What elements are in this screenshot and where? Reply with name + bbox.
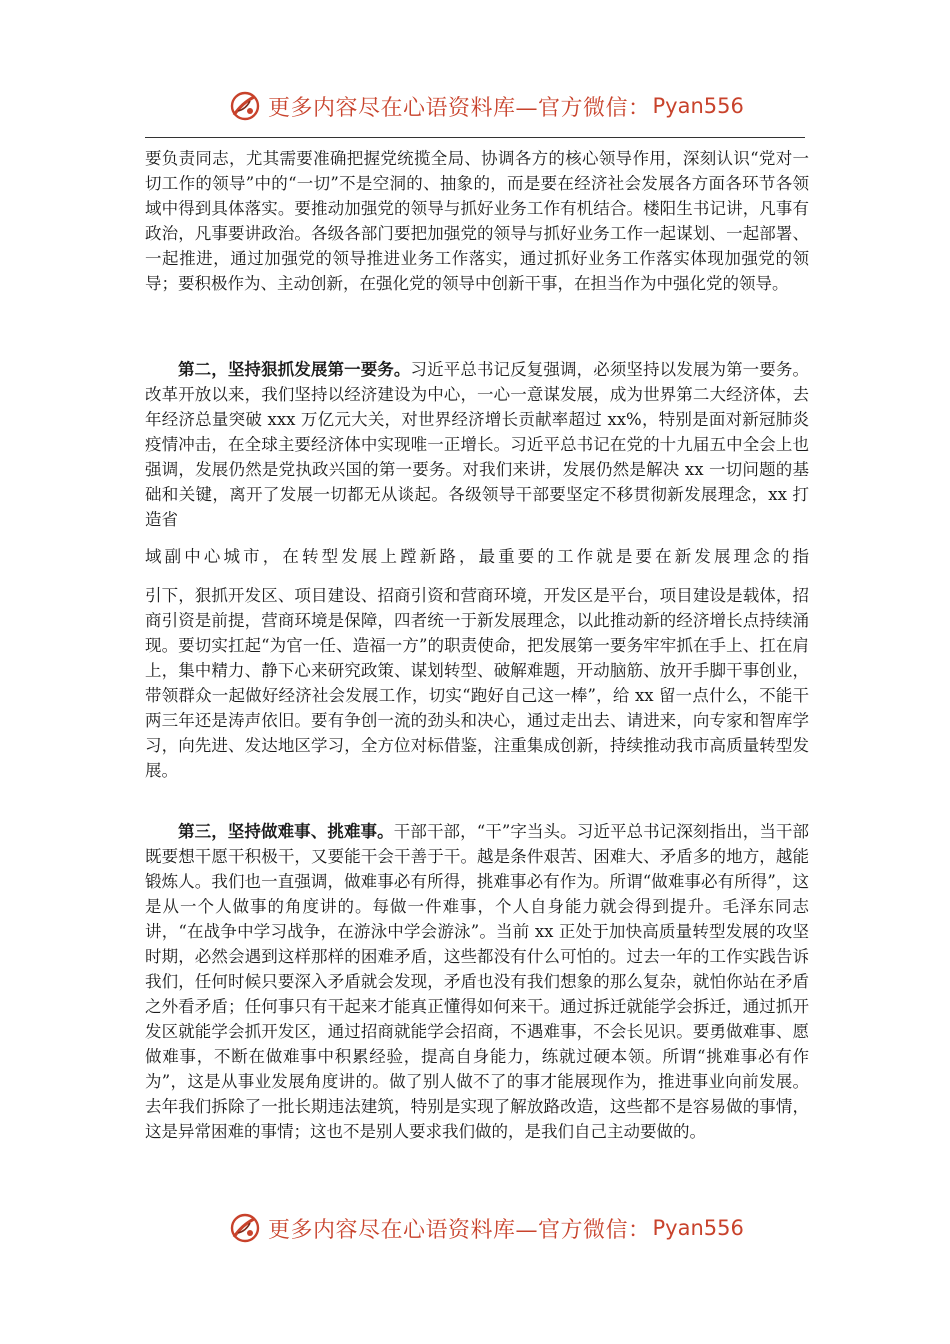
- paragraph-2-line: 域副中心城市，在转型发展上蹚新路，最重要的工作就是要在新发展理念的指: [145, 547, 809, 566]
- footer-banner-text: 更多内容尽在心语资料库—官方微信：: [268, 1217, 651, 1243]
- paragraph-3: [145, 819, 809, 1144]
- header-wechat-handle: Pyan556: [652, 94, 744, 118]
- paragraph-2-text: 习近平总书记反复强调，必须坚持以发展为第一要务。改革开放以来，我们坚持以经济建设为中心，一心一意谋发展，成为世界第二大经济体，去年经济总量突破 xxx 万亿元大关，对世界经济增长贡献率超过 xx%，特别是面对新冠肺炎疫情冲击，在全球主要经济体中实现唯一正增长。习近平总书记在党的十九届五中全会上也强调，发展仍然是党执政兴国的第一要务。对我们来讲，发展仍然是解决 xx 一切问题的基础和关键，离开了发展一切都无从谈起。各级领导干部要坚定不移贯彻新发展理念，xx 打造省: [145, 360, 810, 529]
- paragraph-1: 要负责同志，尤其需要准确把握党统揽全局、协调各方的核心领导作用，深刻认识“党对一切工作的领导”中的“一切”不是空洞的、抽象的，而是要在经济社会发展各方面各环节各领域中得到具体落实。要推动加强党的领导与抓好业务工作有机结合。楼阳生书记讲，凡事有政治，凡事要讲政治。各级各部门要把加强党的领导与抓好业务工作一起谋划、一起部署、一起推进，通过加强党的领导推进业务工作落实，通过抓好业务工作落实体现加强党的领导；要积极作为、主动创新，在强化党的领导中创新干事，在担当作为中强化党的领导。: [145, 149, 809, 293]
- header-banner-text: 更多内容尽在心语资料库—官方微信：: [268, 95, 651, 121]
- footer-banner: [0, 1208, 950, 1248]
- paragraph-3-heading: 第三，坚持做难事、挑难事。: [178, 822, 394, 841]
- brand-logo-icon: [228, 1211, 262, 1245]
- paragraph-2: [145, 357, 809, 532]
- header-banner: [0, 86, 950, 126]
- brand-logo-icon: [228, 89, 262, 123]
- header-divider: [145, 137, 805, 138]
- paragraph-2-heading: 第二，坚持狠抓发展第一要务。: [178, 360, 411, 379]
- paragraph-3-text: 干部干部，“干”字当头。习近平总书记深刻指出，当干部既要想干愿干积极干，又要能干会干善于干。越是条件艰苦、困难大、矛盾多的地方，越能锻炼人。我们也一直强调，做难事必有所得，挑难事必有作为。所谓“做难事必有所得”，这是从一个人做事的角度讲的。每做一件难事，个人自身能力就会得到提升。毛泽东同志讲，“在战争中学习战争，在游泳中学会游泳”。当前 xx 正处于加快高质量转型发展的攻坚时期，必然会遇到这样那样的困难矛盾，这些都没有什么可怕的。过去一年的工作实践告诉我们，任何时候只要深入矛盾就会发现，矛盾也没有我们想象的那么复杂，就怕你站在矛盾之外看矛盾；任何事只有干起来才能真正懂得如何来干。通过拆迁就能学会拆迁，通过抓开发区就能学会抓开发区，通过招商就能学会招商，不遇难事，不会长见识。要勇做难事、愿做难事，不断在做难事中积累经验，提高自身能力，练就过硬本领。所谓“挑难事必有作为”，这是从事业发展角度讲的。做了别人做不了的事才能展现作为，推进事业向前发展。去年我们拆除了一批长期违法建筑，特别是实现了解放路改造，这些都不是容易做的事情，这是异常困难的事情；这也不是别人要求我们做的，是我们自己主动要做的。: [145, 822, 810, 1141]
- paragraph-2-continued: 引下，狠抓开发区、项目建设、招商引资和营商环境，开发区是平台，项目建设是载体，招商引资是前提，营商环境是保障，四者统一于新发展理念，以此推动新的经济增长点持续涌现。要切实扛起“为官一任、造福一方”的职责使命，把发展第一要务牢牢抓在手上、扛在肩上，集中精力、静下心来研究政策、谋划转型、破解难题，开动脑筋、放开手脚干事创业，带领群众一起做好经济社会发展工作，切实“跑好自己这一棒”，给 xx 留一点什么，不能干两三年还是涛声依旧。要有争创一流的劲头和决心，通过走出去、请进来，向专家和智库学习，向先进、发达地区学习，全方位对标借鉴，注重集成创新，持续推动我市高质量转型发展。: [145, 586, 809, 780]
- footer-wechat-handle: Pyan556: [652, 1216, 744, 1240]
